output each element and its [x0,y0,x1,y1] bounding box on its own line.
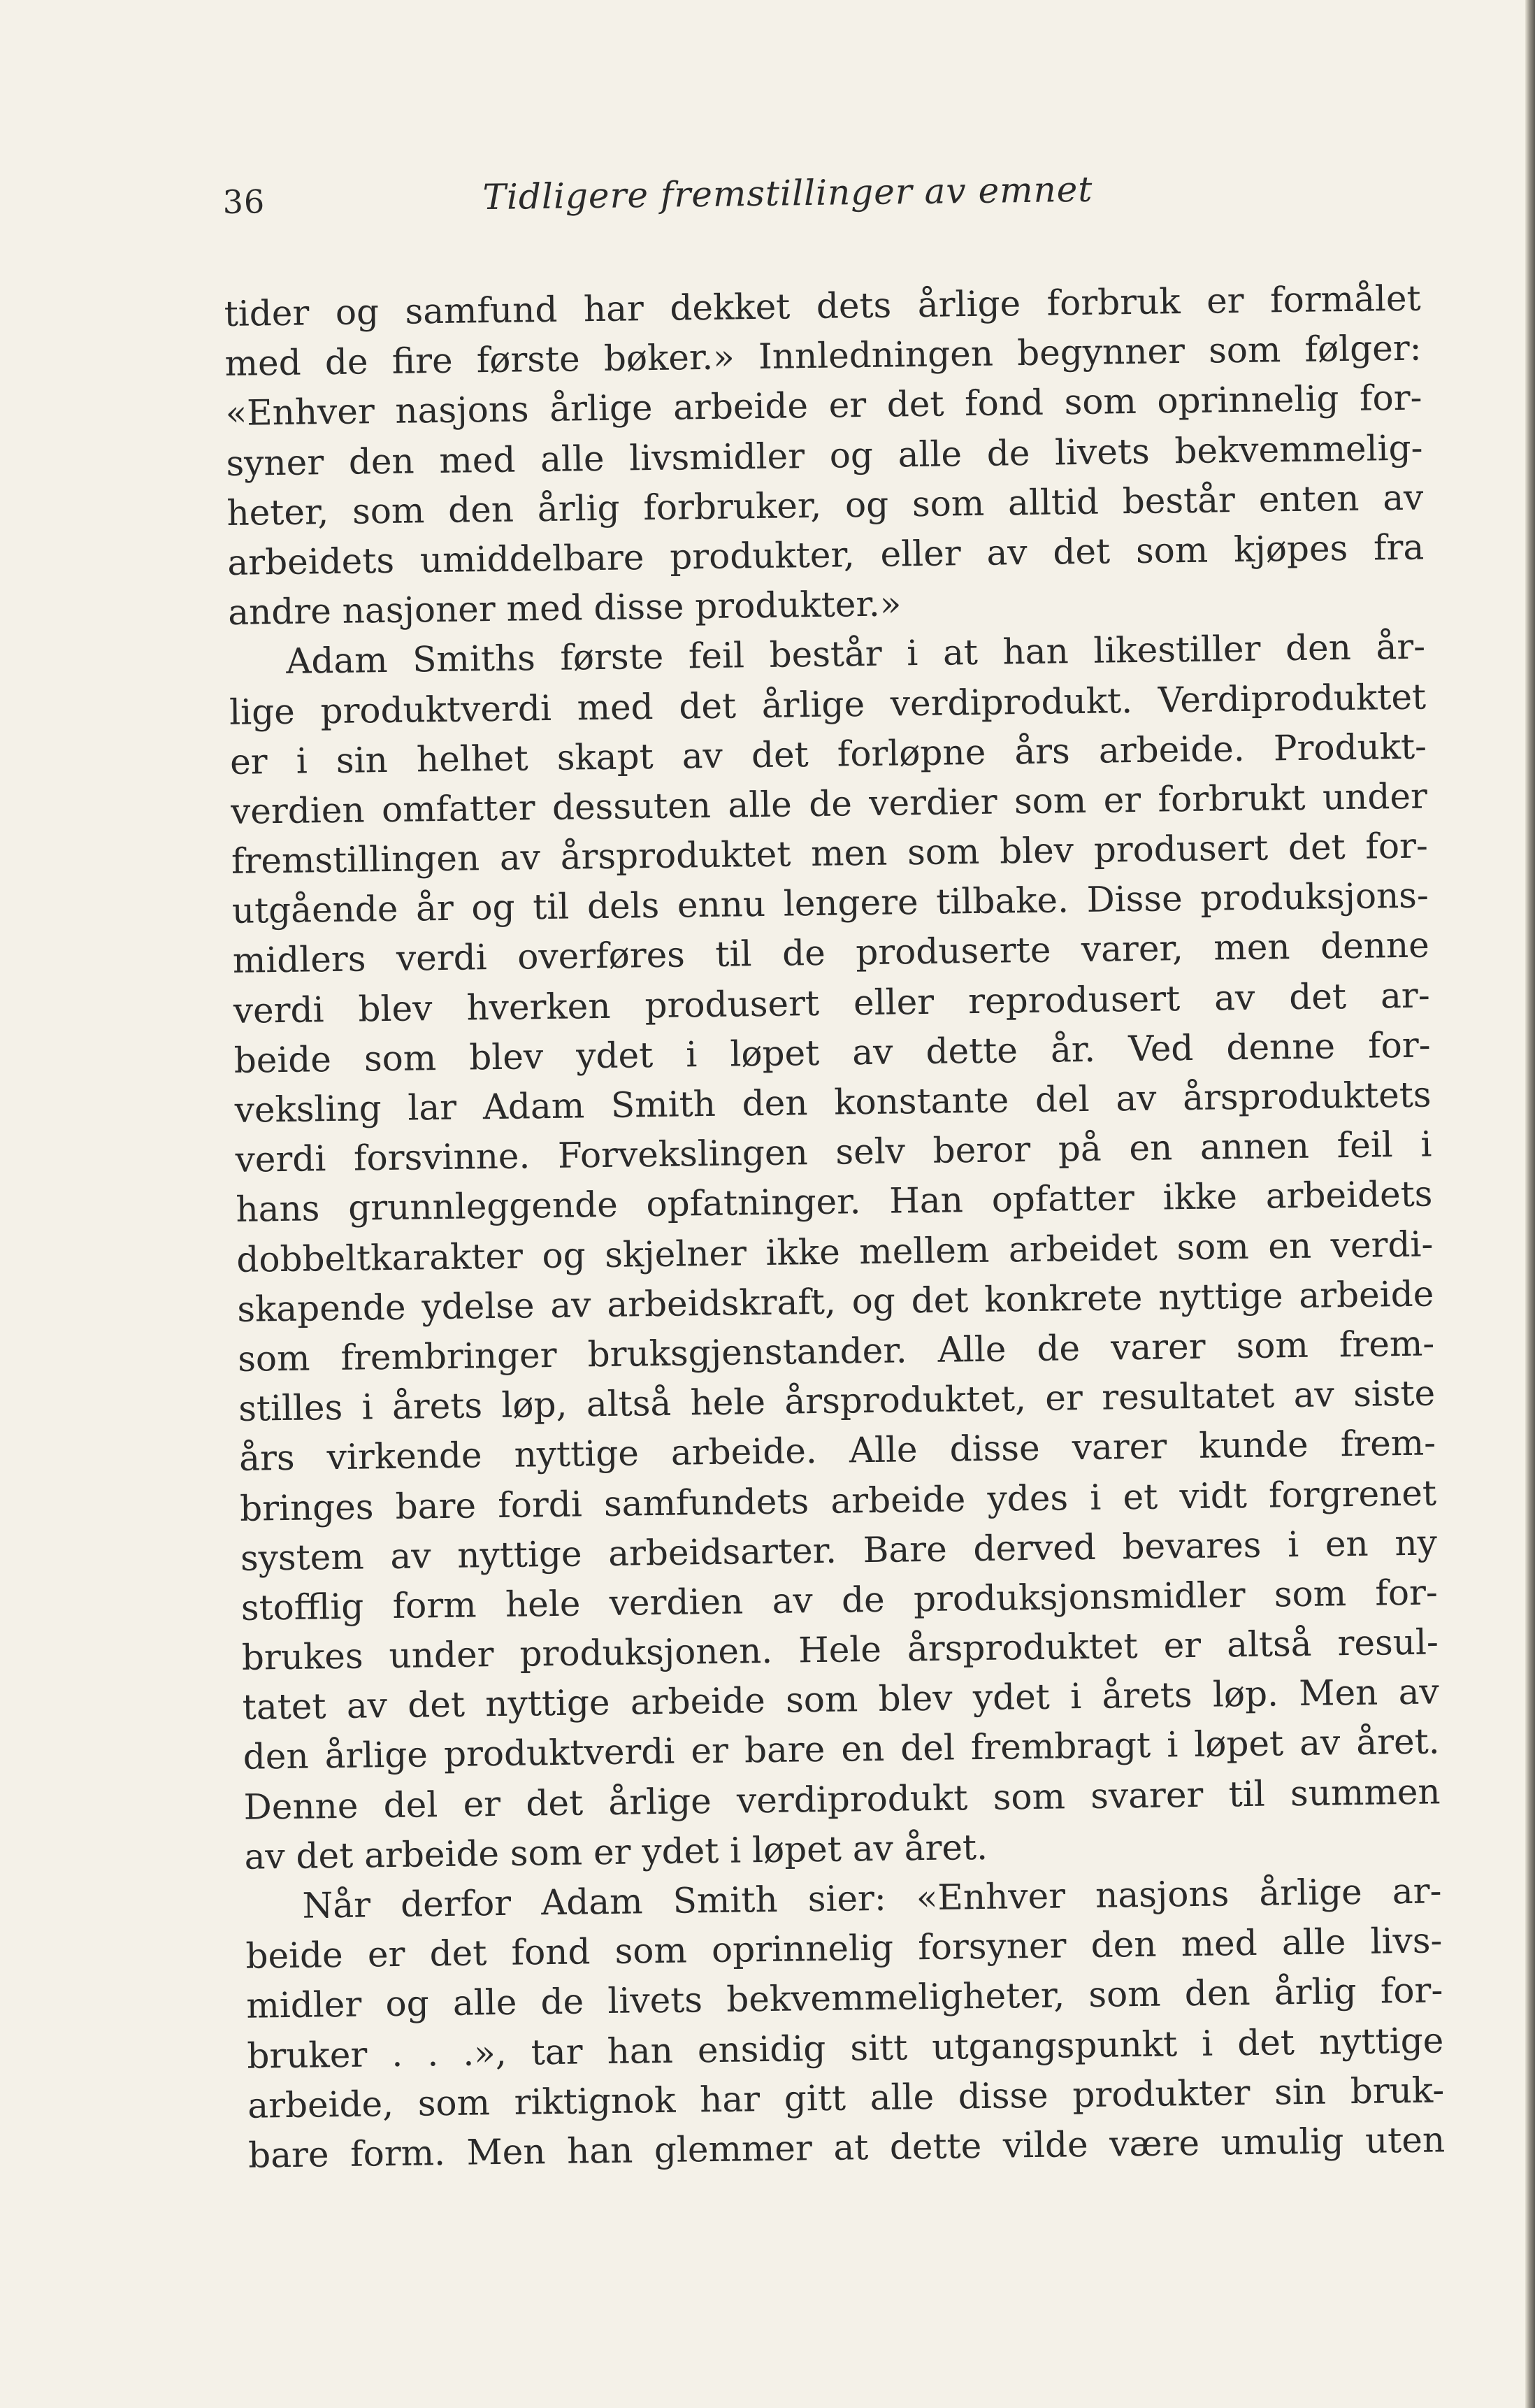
text-line: utgående år og til dels ennu lengere tilbake. Disse produksjons- [231,875,1429,932]
text-line: andre nasjoner med disse produkter.» [227,583,902,633]
text-line: verdien omfatter dessuten alle de verdier som er forbrukt under [230,775,1428,832]
text-line: av det arbeide som er ydet i løpet av året. [244,1826,988,1877]
text-line: bare form. Men han glemmer at dette vilde være umulig uten [247,2119,1446,2176]
text-line: Adam Smiths første feil består i at han likestiller den år- [285,626,1426,682]
page-header [222,152,1420,232]
text-line: syner den med alle livsmidler og alle de livets bekvemmelig- [226,427,1423,484]
text-line: arbeide, som riktignok har gitt alle disse produkter sin bruk- [247,2070,1445,2126]
text-line: tider og samfund har dekket dets årlige forbruk er formålet [224,278,1421,334]
page-edge-shadow [1525,0,1535,2408]
text-line: som frembringer bruksgjenstander. Alle de varer som frem- [237,1323,1435,1379]
text-line: brukes under produksjonen. Hele årsproduktet er altså resul- [241,1621,1439,1678]
text-line: verdi forsvinne. Forvekslingen selv beror på en annen feil i [235,1124,1432,1181]
text-line: den årlige produktverdi er bare en del frembragt i løpet av året. [243,1721,1440,1778]
text-line: skapende ydelse av arbeidskraft, og det konkrete nyttige arbeide [236,1273,1434,1330]
page-text-block [222,152,1446,2181]
text-line: veksling lar Adam Smith den konstante del av årsproduktets [234,1074,1432,1131]
text-line: verdi blev hverken produsert eller reprodusert av det ar- [233,975,1431,1031]
text-line: Denne del er det årlige verdiprodukt som svarer til summen [243,1771,1441,1828]
page-number: 36 [222,182,266,221]
text-line: dobbeltkarakter og skjelner ikke mellem arbeidet som en verdi- [236,1224,1434,1280]
text-line: heter, som den årlig forbruker, og som alltid består enten av [226,477,1424,533]
text-line: med de fire første bøker.» Innledningen begynner som følger: [224,327,1422,385]
text-line: bruker . . .», tar han ensidig sitt utgangspunkt i det nyttige [246,2019,1444,2077]
text-line: arbeidets umiddelbare produkter, eller av det som kjøpes fra [227,526,1425,583]
text-line: «Enhver nasjons årlige arbeide er det fond som oprinnelig for- [225,377,1422,434]
text-line: beide som blev ydet i løpet av dette år. Ved denne for- [233,1024,1431,1081]
text-line: beide er det fond som oprinnelig forsyner den med alle livs- [245,1920,1443,1977]
text-line: Når derfor Adam Smith sier: «Enhver nasjons årlige ar- [302,1870,1442,1926]
text-line: hans grunnleggende opfatninger. Han opfatter ikke arbeidets [236,1173,1433,1231]
text-line: stilles i årets løp, altså hele årsproduktet, er resultatet av siste [238,1373,1436,1429]
running-title: Tidligere fremstillinger av emnet [482,169,1093,218]
text-line: system av nyttige arbeidsarter. Bare derved bevares i en ny [240,1522,1438,1579]
text-line: er i sin helhet skapt av det forløpne års arbeide. Produkt- [229,726,1427,782]
text-line: tatet av det nyttige arbeide som blev ydet i årets løp. Men av [242,1671,1440,1728]
text-line: fremstillingen av årsproduktet men som blev produsert det for- [231,825,1429,882]
text-line: bringes bare fordi samfundets arbeide ydes i et vidt forgrenet [239,1472,1437,1529]
text-line: års virkende nyttige arbeide. Alle disse varer kunde frem- [238,1422,1436,1479]
text-line: midler og alle de livets bekvemmeligheter, som den årlig for- [246,1970,1443,2027]
text-line: midlers verdi overføres til de produserte varer, men denne [232,924,1430,982]
text-line: lige produktverdi med det årlige verdiprodukt. Verdiproduktet [229,676,1427,733]
text-line: stofflig form hele verdien av de produksjonsmidler som for- [240,1572,1439,1628]
body-text [224,274,1445,2181]
